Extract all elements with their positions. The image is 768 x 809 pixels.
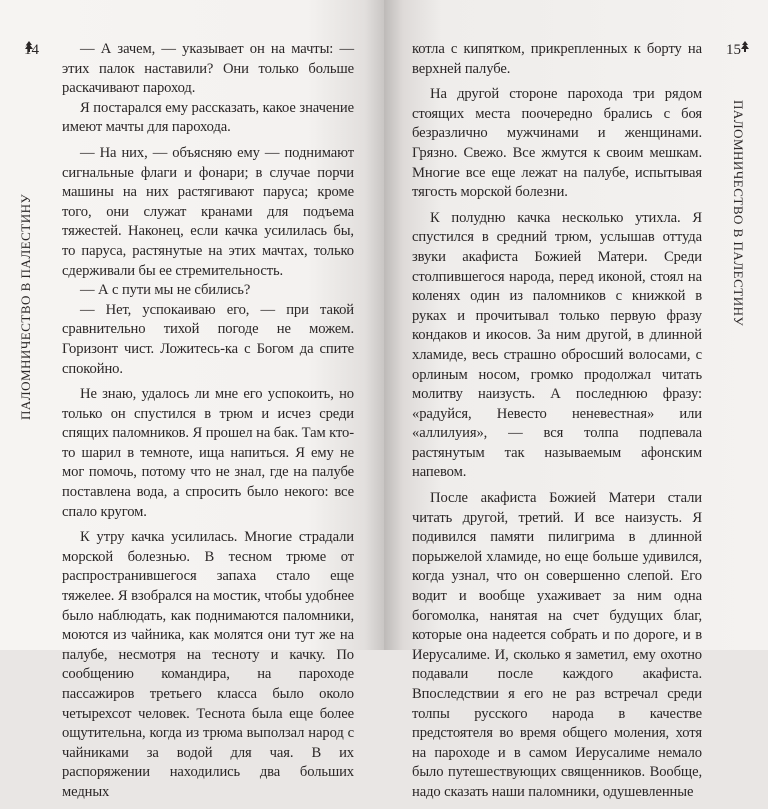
right-page: [384, 0, 768, 800]
body-text: [62, 40, 354, 809]
paragraph: — А зачем, — указывает он на мачты: — этих палок наставили? Они только больше раскачивают пароход.: [62, 41, 354, 97]
paragraph: К полудню качка несколько утихла. Я спустился в средний трюм, услышав оттуда звуки акафиста Божией Матери. Среди столпившегося народа, перед иконой, стоял на коленях один из паломников с книжкой в руках и прочитывал только первую фразу кондаков и икосов. За ним другой, в длинной хламиде, весь страшно обросший волосами, с орлиным носом, громко продолжал читать молитву наизусть. А последнюю фразу: «радуйся, Невесто неневестная» или «аллилуия», — вся толпа подпевала растянутым так называемым афонским напевом.: [412, 209, 702, 481]
paragraph: На другой стороне парохода три рядом стоящих места поочередно брались с боя безразлично мужчинами и женщинами. Грязно. Свежо. Все жмутся к своим мешкам. Многие все еще лежат на палубе, испытывая тягость морской болезни.: [412, 86, 702, 201]
paragraph: Я постарался ему рассказать, какое значение имеют мачты для парохода.: [62, 99, 354, 136]
paragraph: Не знаю, удалось ли мне его успокоить, но только он спустился в трюм и исчез среди спящих паломников. Я прошел на бак. Там кто-то шарил в темноте, ища напиться. Я ему не мог помочь, потому что не знал, где на палубе поставлена вода, а спросить было некого: все спало кругом.: [62, 386, 354, 520]
paragraph: К утру качка усилилась. Многие страдали морской болезнью. В тесном трюме от распространившегося запаха стало еще тяжелее. Я взобрался на мостик, чтобы удобнее было наблюдать, как поднимаются паломники, моются из чайника, как молятся они тут же на палубе, несмотря на тесноту и качку. По сообщению командира, на пароходе пассажиров третьего класса было около четырехсот человек. Теснота была еще более ощутительна, когда из трюма выползал народ с чайниками за водой для чая. В их распоряжении находились два больших медных: [62, 529, 354, 800]
paragraph: котла с кипятком, прикрепленных к борту на верхней палубе.: [412, 41, 702, 77]
paragraph: После акафиста Божией Матери стали читать другой, третий. И все наизусть. Я подивился памяти пилигрима в длинной порыжелой хламиде, но еще больше удивился, когда узнал, что он совершенно слепой. Его водит и вообще ухаживает за ним одна богомолка, нанятая на счет будущих благ, которые она надеется собрать и по дороге, и в Иерусалиме. И, сколько я заметил, ему охотно подавали после каждого акафиста. Впоследствии я его не раз встречал среди толпы русского народа в качестве предстоятеля во время общего моления, хотя на пароходе и в самом Иерусалиме немало было путешествующих священников. Вообще, надо сказать наши паломники, одушевленные: [412, 490, 702, 800]
running-head: ПАЛОМНИЧЕСТВО В ПАЛЕСТИНУ: [18, 193, 33, 420]
running-head: ПАЛОМНИЧЕСТВО В ПАЛЕСТИНУ: [731, 100, 746, 327]
page-number: 15: [726, 42, 741, 58]
left-page: [0, 0, 384, 800]
page-number: 14: [24, 42, 39, 58]
paragraph: — А с пути мы не сбились?: [80, 282, 251, 299]
paragraph: — На них, — объясняю ему — поднимают сигнальные флаги и фонари; в случае порчи машины на них растягивают паруса; кроме того, они служат кранами для подъема тяжестей. Наконец, если качка усилилась бы, то паруса, растянутые на этих мачтах, только сдерживали бы ее стремительность.: [62, 144, 354, 279]
body-text: [412, 40, 702, 809]
paragraph: — Нет, успокаиваю его, — при такой сравнительно тихой погоде не можем. Горизонт чист. Ложитесь-ка с Богом да спите спокойно.: [62, 301, 354, 377]
